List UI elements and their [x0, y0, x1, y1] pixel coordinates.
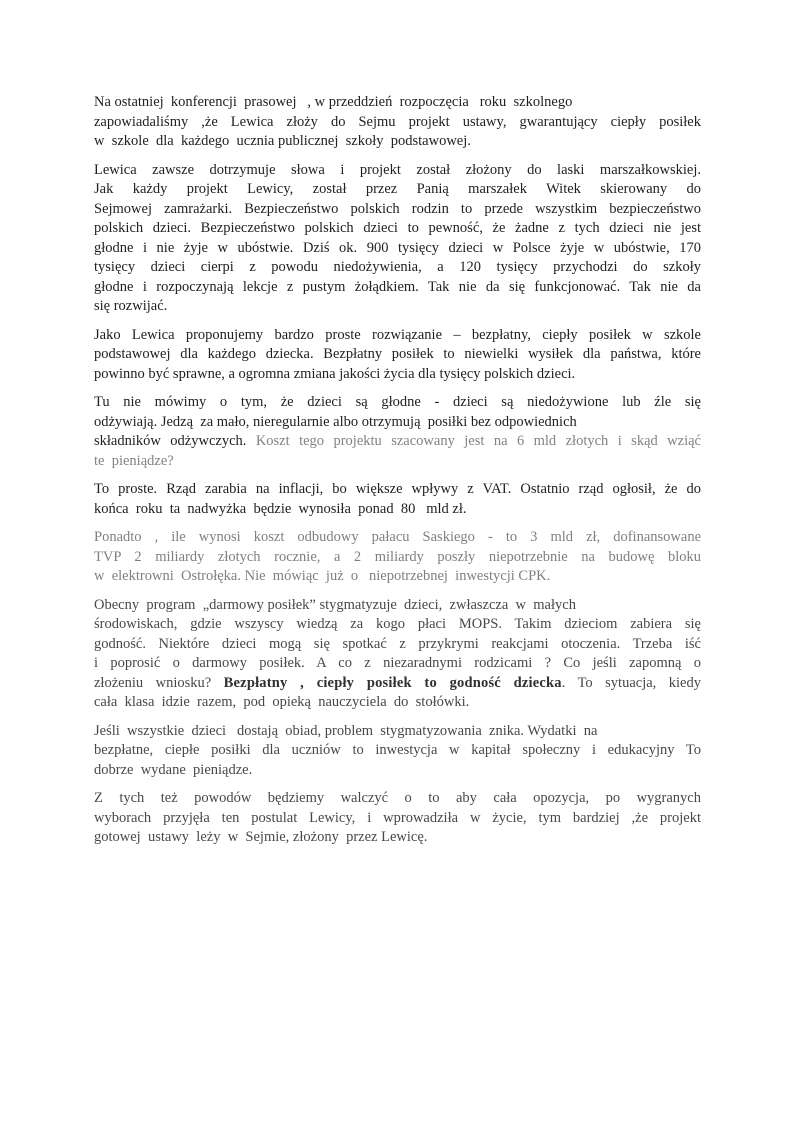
text-line	[94, 528, 701, 548]
text-run: Koszt tego projektu szacowany jest na 6 mld złotych i skąd wziąć	[255, 433, 701, 449]
text-run: cała klasa idzie razem, pod opieką nauczyciela do stołówki.	[94, 694, 470, 710]
text-run: Jak każdy projekt Lewicy, został przez Panią marszałek Witek skierowany do	[94, 181, 701, 197]
text-run: złożeniu wniosku?	[94, 674, 224, 691]
text-line	[94, 413, 701, 433]
text-run: To proste. Rząd zarabia na inflacji, bo większe wpływy z VAT. Ostatnio rząd ogłosił, że do	[94, 481, 701, 497]
text-run: wyborach przyjęła ten postulat Lewicy, i wprowadziła w życie, tym bardziej ,że projekt	[94, 809, 701, 826]
text-line	[94, 480, 701, 500]
text-line	[94, 219, 701, 239]
text-line	[94, 741, 701, 761]
paragraph	[94, 393, 701, 471]
text-line	[94, 693, 701, 713]
paragraph	[94, 161, 701, 317]
text-run: się rozwijać.	[94, 298, 168, 314]
text-line	[94, 113, 701, 133]
text-run: w szkole dla każdego ucznia publicznej szkoły podstawowej.	[94, 133, 471, 149]
paragraph	[94, 93, 701, 152]
text-line	[94, 93, 701, 113]
bold-text-run: Bezpłatny , ciepły posiłek to godność dziecka	[223, 674, 562, 691]
text-run: podstawowej dla każdego dziecka. Bezpłatny posiłek to niewielki wysiłek dla państwa, które	[94, 346, 701, 362]
text-line	[94, 674, 701, 694]
text-run: te pieniądze?	[94, 452, 174, 469]
text-run: gotowej ustawy leży w Sejmie, złożony przez Lewicę.	[94, 829, 428, 845]
text-line	[94, 345, 701, 365]
text-run: polskich dzieci. Bezpieczeństwo polskich dzieci to pewność, że żadne z tych dzieci nie jest	[94, 220, 701, 236]
text-run: odżywiają. Jedzą za mało, nieregularnie albo otrzymują posiłki bez odpowiednich	[94, 413, 577, 430]
text-line	[94, 432, 701, 452]
text-run: TVP 2 miliardy złotych rocznie, a 2 miliardy poszły niepotrzebnie na budowę bloku	[94, 548, 701, 565]
text-line	[94, 615, 701, 635]
text-run: tysięcy dzieci cierpi z powodu niedożywienia, a 120 tysięcy przychodzi do szkoły	[94, 259, 701, 275]
text-run: bezpłatne, ciepłe posiłki dla uczniów to inwestycja w kapitał społeczny i edukacyjny To	[94, 742, 701, 758]
paragraph	[94, 596, 701, 713]
text-line	[94, 635, 701, 655]
text-line	[94, 809, 701, 829]
paragraph	[94, 480, 701, 519]
text-line	[94, 258, 701, 278]
text-run: Lewica zawsze dotrzymuje słowa i projekt został złożony do laski marszałkowskiej.	[94, 161, 701, 178]
text-run: zapowiadaliśmy ,że Lewica złoży do Sejmu projekt ustawy, gwarantujący ciepły posiłek	[94, 113, 701, 130]
text-run: i poprosić o darmowy posiłek. A co z niezaradnymi rodzicami ? Co jeśli zapomną o	[94, 655, 701, 671]
text-run: składników odżywczych.	[94, 433, 256, 449]
text-line	[94, 132, 701, 152]
text-line	[94, 548, 701, 568]
paragraph	[94, 789, 701, 848]
text-line	[94, 161, 701, 181]
text-run: środowiskach, gdzie wszyscy wiedzą za kogo płaci MOPS. Takim dzieciom zabiera się	[94, 616, 701, 632]
text-run: Na ostatniej konferencji prasowej , w przeddzień rozpoczęcia roku szkolnego	[94, 94, 573, 110]
text-run: końca roku ta nadwyżka będzie wynosiła ponad 80 mld zł.	[94, 500, 467, 517]
text-line	[94, 200, 701, 220]
text-line	[94, 452, 701, 472]
text-run: Jako Lewica proponujemy bardzo proste rozwiązanie – bezpłatny, ciepły posiłek w szkole	[94, 326, 701, 343]
text-run: w elektrowni Ostrołęka. Nie mówiąc już o niepotrzebnej inwestycji CPK.	[94, 568, 551, 584]
text-line	[94, 180, 701, 200]
text-run: Tu nie mówimy o tym, że dzieci są głodne - dzieci są niedożywione lub źle się	[94, 394, 701, 410]
text-line	[94, 761, 701, 781]
text-line	[94, 654, 701, 674]
text-run: Ponadto , ile wynosi koszt odbudowy pałacu Saskiego - to 3 mld zł, dofinansowane	[94, 529, 701, 545]
paragraph	[94, 326, 701, 385]
text-line	[94, 567, 701, 587]
text-run: Sejmowej zamrażarki. Bezpieczeństwo polskich rodzin to przede wszystkim bezpieczeństwo	[94, 200, 701, 217]
text-run: Z tych też powodów będziemy walczyć o to aby cała opozycja, po wygranych	[94, 790, 701, 806]
text-run: głodne i nie żyje w ubóstwie. Dziś ok. 900 tysięcy dzieci w Polsce żyje w ubóstwie, 170	[94, 239, 701, 256]
text-run: powinno być sprawne, a ogromna zmiana jakości życia dla tysięcy polskich dzieci.	[94, 365, 576, 382]
paragraph	[94, 722, 701, 781]
document-body	[94, 93, 701, 857]
text-line	[94, 239, 701, 259]
text-line	[94, 297, 701, 317]
paragraph	[94, 528, 701, 587]
text-line	[94, 278, 701, 298]
text-line	[94, 722, 701, 742]
text-line	[94, 326, 701, 346]
text-run: . To sytuacja, kiedy	[561, 674, 701, 691]
text-run: godność. Niektóre dzieci mogą się spotkać z przykrymi reakcjami otoczenia. Trzeba iść	[94, 635, 701, 652]
text-line	[94, 393, 701, 413]
text-run: głodne i rozpoczynają lekcje z pustym żołądkiem. Tak nie da się funkcjonować. Tak nie da	[94, 278, 701, 295]
text-run: dobrze wydane pieniądze.	[94, 761, 253, 778]
text-run: Jeśli wszystkie dzieci dostają obiad, problem stygmatyzowania znika. Wydatki na	[94, 722, 598, 739]
text-line	[94, 365, 701, 385]
text-line	[94, 789, 701, 809]
text-line	[94, 828, 701, 848]
text-run: Obecny program „darmowy posiłek” stygmatyzuje dzieci, zwłaszcza w małych	[94, 596, 576, 613]
text-line	[94, 500, 701, 520]
text-line	[94, 596, 701, 616]
